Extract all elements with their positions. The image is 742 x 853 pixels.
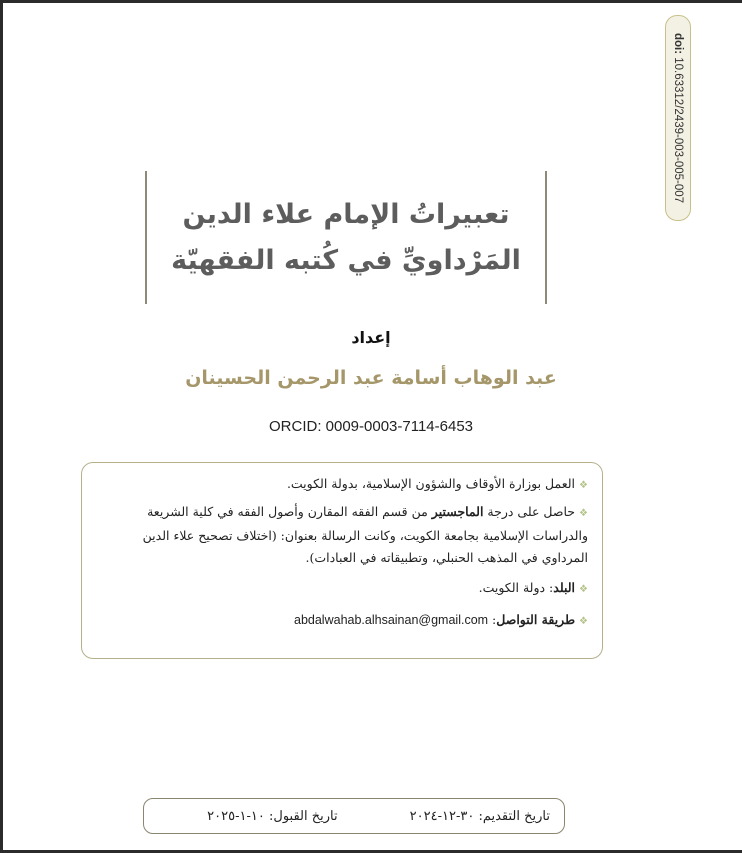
submission-date: تاريخ التقديم: ٣٠-١٢-٢٠٢٤ xyxy=(409,808,550,824)
diamond-bullet-icon: ❖ xyxy=(579,584,588,595)
author-email-link[interactable]: abdalwahab.alhsainan@gmail.com xyxy=(294,613,489,627)
bio-item-degree: ❖حاصل على درجة الماجستير من قسم الفقه المقارن وأصول الفقه في كلية الشريعة والدراسات الإسلامية بجامعة الكويت، وكانت الرسالة بعنوان: (اختلاف تصحيح علاء الدين المرداوي في المذهب الحنبلي، وتطبيقاته في العبادات). xyxy=(142,504,588,565)
prepared-by-label: إعداد xyxy=(351,328,391,347)
bio-item-country: ❖البلد: دولة الكويت. xyxy=(478,580,588,595)
author-bio-box xyxy=(81,462,603,659)
paper-title-line-1: تعبيراتُ الإمام علاء الدين xyxy=(182,198,510,230)
diamond-bullet-icon: ❖ xyxy=(579,508,588,519)
diamond-bullet-icon: ❖ xyxy=(579,616,588,627)
diamond-bullet-icon: ❖ xyxy=(579,480,588,491)
bio-item-employment: ❖العمل بوزارة الأوقاف والشؤون الإسلامية، بدولة الكويت. xyxy=(286,476,588,491)
paper-title-line-2: المَرْداويِّ في كُتبه الفقهيّة xyxy=(171,244,521,276)
paper-title-block xyxy=(145,171,547,304)
acceptance-date: تاريخ القبول: ١٠-١-٢٠٢٥ xyxy=(207,808,338,824)
author-name: عبد الوهاب أسامة عبد الرحمن الحسينان xyxy=(185,367,557,389)
doi-label: doi: xyxy=(672,32,684,55)
orcid: ORCID: 0009-0003-7114-6453 xyxy=(268,418,474,435)
dates-box xyxy=(143,798,565,834)
bio-item-contact: ❖طريقة التواصل: abdalwahab.alhsainan@gmail.com xyxy=(294,612,588,627)
doi-badge xyxy=(665,15,691,221)
doi-value: 10.63312/2439-003-005-007 xyxy=(672,57,684,204)
